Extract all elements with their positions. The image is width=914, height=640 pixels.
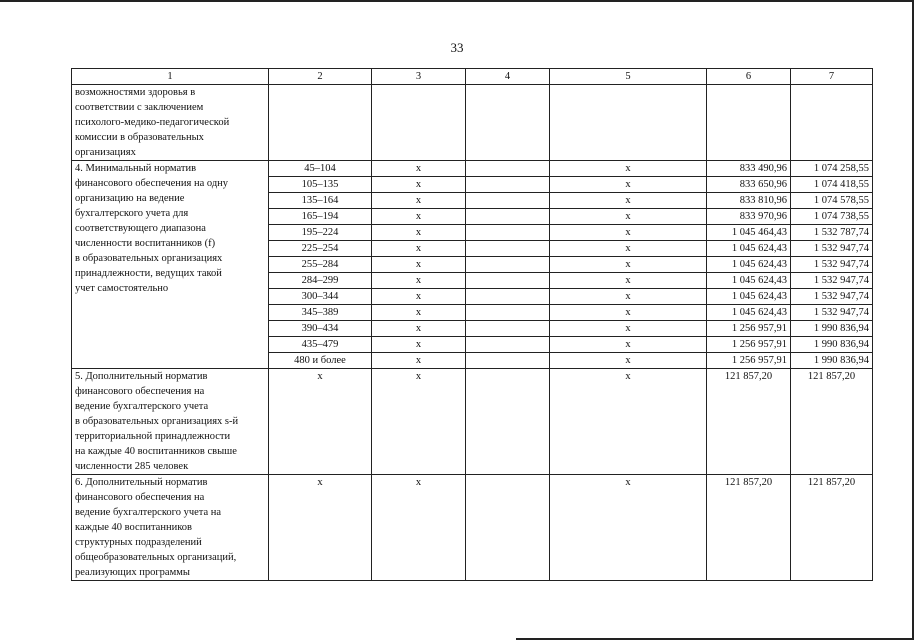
table-cell [466, 161, 550, 177]
staff-range-cell: 345–389 [269, 305, 372, 321]
amount-cell: 121 857,20 [707, 369, 791, 475]
staff-range-cell: 135–164 [269, 193, 372, 209]
amount-cell: 833 970,96 [707, 209, 791, 225]
amount-cell: 1 074 578,55 [791, 193, 873, 209]
table-cell: x [372, 337, 466, 353]
staff-range-cell: 45–104 [269, 161, 372, 177]
staff-range-cell: 225–254 [269, 241, 372, 257]
amount-cell: 1 990 836,94 [791, 353, 873, 369]
table-cell: x [269, 369, 372, 475]
row4-description: 4. Минимальный норматив финансового обеспечения на одну организацию на ведение бухгалтерского учета для соответствующего диапазона численности воспитанников (f) в образовательных организациях принадлежности, ведущих такой учет самостоятельно [72, 161, 269, 369]
table-cell [466, 193, 550, 209]
amount-cell: 121 857,20 [791, 475, 873, 581]
amount-cell: 1 045 624,43 [707, 305, 791, 321]
table-cell: x [550, 289, 707, 305]
staff-range-cell: 284–299 [269, 273, 372, 289]
amount-cell: 1 045 464,43 [707, 225, 791, 241]
column-header-2: 2 [269, 69, 372, 85]
amount-cell: 833 650,96 [707, 177, 791, 193]
table-cell [269, 85, 372, 161]
staff-range-cell: 105–135 [269, 177, 372, 193]
table-cell [372, 85, 466, 161]
amount-cell: 1 045 624,43 [707, 273, 791, 289]
column-header-6: 6 [707, 69, 791, 85]
table-cell [466, 337, 550, 353]
table-cell: x [372, 289, 466, 305]
amount-cell: 1 532 947,74 [791, 289, 873, 305]
table-cell [466, 475, 550, 581]
table-cell: x [372, 193, 466, 209]
staff-range-cell: 195–224 [269, 225, 372, 241]
amount-cell: 1 074 738,55 [791, 209, 873, 225]
row-continuation-description: возможностями здоровья в соответствии с заключением психолого-медико-педагогической комиссии в образовательных организациях [72, 85, 269, 161]
header-row [72, 69, 873, 85]
amount-cell: 1 256 957,91 [707, 353, 791, 369]
table-cell [466, 305, 550, 321]
amount-cell: 121 857,20 [707, 475, 791, 581]
table-cell: x [550, 353, 707, 369]
column-header-5: 5 [550, 69, 707, 85]
staff-range-cell: 435–479 [269, 337, 372, 353]
table-row-continuation [72, 85, 873, 161]
table-cell: x [372, 321, 466, 337]
row6-description: 6. Дополнительный норматив финансового обеспечения на ведение бухгалтерского учета на каждые 40 воспитанников структурных подразделений общеобразовательных организаций, реализующих программы [72, 475, 269, 581]
table-cell: x [550, 257, 707, 273]
table-cell [707, 85, 791, 161]
amount-cell: 833 810,96 [707, 193, 791, 209]
amount-cell: 1 532 787,74 [791, 225, 873, 241]
table-cell [466, 257, 550, 273]
page-number: 33 [450, 40, 464, 55]
table-cell: x [372, 161, 466, 177]
table-cell [466, 209, 550, 225]
table-cell [466, 289, 550, 305]
table-cell: x [372, 475, 466, 581]
column-header-4: 4 [466, 69, 550, 85]
amount-cell: 833 490,96 [707, 161, 791, 177]
table-cell: x [269, 475, 372, 581]
table-cell: x [372, 257, 466, 273]
table-body [72, 85, 873, 581]
staff-range-cell: 300–344 [269, 289, 372, 305]
table-cell: x [372, 305, 466, 321]
staff-range-cell: 255–284 [269, 257, 372, 273]
amount-cell: 1 045 624,43 [707, 289, 791, 305]
table-cell: x [550, 209, 707, 225]
amount-cell: 1 074 258,55 [791, 161, 873, 177]
table-cell: x [550, 337, 707, 353]
table-row [72, 161, 873, 177]
table-cell: x [550, 177, 707, 193]
amount-cell: 1 532 947,74 [791, 305, 873, 321]
amount-cell: 1 045 624,43 [707, 257, 791, 273]
staff-range-cell: 390–434 [269, 321, 372, 337]
amount-cell: 1 990 836,94 [791, 321, 873, 337]
table-cell: x [550, 321, 707, 337]
table-cell: x [550, 225, 707, 241]
table-cell: x [372, 177, 466, 193]
table-cell: x [550, 305, 707, 321]
table-cell [791, 85, 873, 161]
amount-cell: 1 256 957,91 [707, 321, 791, 337]
column-header-1: 1 [72, 69, 269, 85]
row5-description: 5. Дополнительный норматив финансового обеспечения на ведение бухгалтерского учета в образовательных организациях s-й территориальной принадлежности на каждые 40 воспитанников свыше численности 285 человек [72, 369, 269, 475]
table-cell [550, 85, 707, 161]
table-cell [466, 321, 550, 337]
amount-cell: 1 532 947,74 [791, 257, 873, 273]
table-cell: x [550, 161, 707, 177]
amount-cell: 1 256 957,91 [707, 337, 791, 353]
table-cell [466, 85, 550, 161]
table-cell [466, 225, 550, 241]
table-row-row6 [72, 475, 873, 581]
amount-cell: 1 532 947,74 [791, 241, 873, 257]
amount-cell: 121 857,20 [791, 369, 873, 475]
table-cell: x [372, 353, 466, 369]
table-cell: x [372, 225, 466, 241]
staff-range-cell: 165–194 [269, 209, 372, 225]
staff-range-cell: 480 и более [269, 353, 372, 369]
amount-cell: 1 074 418,55 [791, 177, 873, 193]
amount-cell: 1 990 836,94 [791, 337, 873, 353]
table-cell [466, 241, 550, 257]
table-cell [466, 177, 550, 193]
table-cell: x [550, 369, 707, 475]
table-cell: x [372, 369, 466, 475]
scan-border-top [0, 0, 914, 2]
table-cell: x [372, 273, 466, 289]
table-cell: x [550, 273, 707, 289]
table-cell: x [550, 241, 707, 257]
amount-cell: 1 532 947,74 [791, 273, 873, 289]
column-header-7: 7 [791, 69, 873, 85]
table-cell [466, 353, 550, 369]
amount-cell: 1 045 624,43 [707, 241, 791, 257]
table-cell: x [372, 241, 466, 257]
table-cell: x [550, 193, 707, 209]
table-cell: x [372, 209, 466, 225]
normative-table [71, 68, 873, 581]
column-header-3: 3 [372, 69, 466, 85]
table-cell [466, 273, 550, 289]
table-cell [466, 369, 550, 475]
table-row-row5 [72, 369, 873, 475]
table-cell: x [550, 475, 707, 581]
